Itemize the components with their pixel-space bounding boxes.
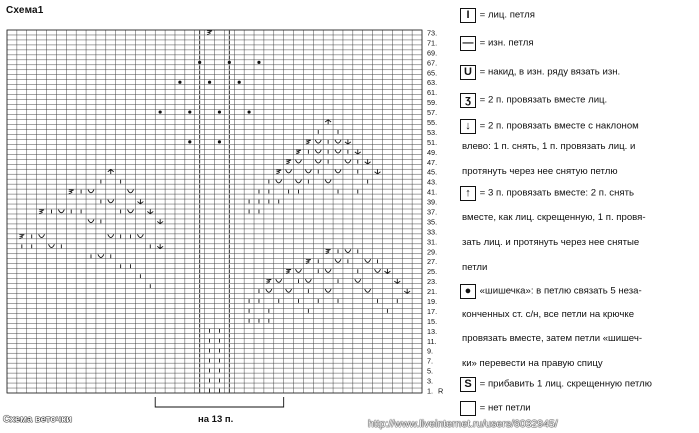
- knit-stitch-icon: I: [460, 8, 476, 23]
- legend-knit: [460, 8, 696, 23]
- legend-text: «шишечка»: в петлю связать 5 неза-: [479, 285, 642, 297]
- row-number: 5.: [427, 366, 434, 376]
- row-number: 17.: [427, 306, 438, 316]
- legend-text: влево: 1 п. снять, 1 п. провязать лиц. и: [462, 141, 636, 152]
- yarn-over-icon: U: [460, 65, 476, 80]
- legend-text: = накид, в изн. ряду вязать изн.: [479, 66, 621, 78]
- legend-text: = прибавить 1 лиц. скрещенную петлю: [479, 378, 652, 390]
- legend-text: конченных ст. с/н, все петли на крючке: [462, 309, 635, 320]
- legend-ssk: [460, 119, 696, 134]
- bobble-stitch: [159, 110, 162, 113]
- row-number: 33.: [427, 227, 438, 237]
- row-number: 11.: [427, 336, 437, 346]
- legend-bobble: [460, 284, 696, 299]
- bobble-stitch: [188, 140, 191, 143]
- row-number: 7.: [427, 356, 434, 366]
- row-number: 73.: [427, 28, 438, 38]
- bobble-icon: ●: [460, 284, 476, 299]
- row-number: 55.: [427, 117, 438, 127]
- row-number: 35.: [427, 217, 438, 227]
- row-number: 29.: [427, 247, 438, 257]
- row-number: 61.: [427, 88, 438, 98]
- s2kp-arrow-up-icon: ↑: [460, 186, 476, 201]
- legend-text: = лиц. петля: [479, 9, 535, 21]
- legend-text: петли: [462, 262, 488, 273]
- legend-text: ки» перевести на правую спицу: [462, 358, 603, 369]
- legend-text: = нет петли: [479, 402, 531, 414]
- row-number: 49.: [427, 147, 438, 157]
- row-number: 57.: [427, 108, 438, 118]
- no-stitch-icon: [460, 401, 476, 416]
- repeat-bracket: [155, 397, 283, 407]
- row-number: 3.: [427, 376, 434, 386]
- row-label-suffix: R: [438, 386, 444, 396]
- row-number: 39.: [427, 197, 438, 207]
- row-number: 43.: [427, 177, 438, 187]
- bobble-stitch: [208, 81, 211, 84]
- legend-increase: [460, 377, 696, 392]
- row-number: 69.: [427, 48, 438, 58]
- bobble-stitch: [257, 61, 260, 64]
- row-number: 67.: [427, 58, 438, 68]
- row-number: 45.: [427, 167, 438, 177]
- bobble-stitch: [228, 61, 231, 64]
- legend-purl: [460, 36, 696, 51]
- legend-text: = изн. петля: [479, 37, 534, 49]
- bobble-stitch: [218, 110, 221, 113]
- legend-text: = 2 п. провязать вместе с наклоном: [479, 120, 639, 132]
- legend-text: = 3 п. провязать вместе: 2 п. снять: [479, 187, 634, 199]
- legend-text: вместе, как лиц. скрещенную, 1 п. провя-: [462, 212, 646, 223]
- row-number: 27.: [427, 257, 438, 267]
- footer-label: Схема веточки: [3, 414, 72, 425]
- legend-text: протянуть через нее снятую петлю: [462, 166, 618, 177]
- bobble-stitch: [247, 110, 250, 113]
- bobble-stitch: [198, 61, 201, 64]
- row-number: 31.: [427, 237, 438, 247]
- row-number: 1.: [427, 386, 434, 396]
- legend-text: зать лиц. и протянуть через нее снятые: [462, 237, 640, 248]
- row-number: 71.: [427, 38, 438, 48]
- bobble-stitch: [178, 81, 181, 84]
- row-number: 41.: [427, 187, 438, 197]
- row-number: 65.: [427, 68, 438, 78]
- chart-title: Схема1: [6, 5, 44, 16]
- bobble-stitch: [218, 140, 221, 143]
- increase-icon: S: [460, 377, 476, 392]
- row-number: 13.: [427, 326, 438, 336]
- legend-no-stitch: [460, 401, 696, 416]
- legend-text: = 2 п. провязать вместе лиц.: [479, 94, 608, 106]
- watermark: http://www.liveinternet.ru/users/6032945/: [368, 418, 558, 430]
- ssk-arrow-down-icon: ↓: [460, 119, 476, 134]
- bobble-stitch: [188, 110, 191, 113]
- legend-s2kp: [460, 186, 696, 201]
- legend-text: провязать вместе, затем петли «шишеч-: [462, 333, 643, 344]
- legend-k2tog: [460, 93, 696, 108]
- row-number: 47.: [427, 157, 438, 167]
- row-number: 51.: [427, 137, 438, 147]
- row-number: 21.: [427, 287, 438, 297]
- row-number: 37.: [427, 207, 438, 217]
- legend-yarn-over: [460, 65, 696, 80]
- row-number: 25.: [427, 267, 438, 277]
- purl-stitch-icon: —: [460, 36, 476, 51]
- row-number: 9.: [427, 346, 434, 356]
- row-number: 15.: [427, 316, 438, 326]
- row-number: 59.: [427, 98, 438, 108]
- row-number: 23.: [427, 277, 438, 287]
- row-number: 19.: [427, 297, 438, 307]
- k2tog-icon: ʒ: [460, 93, 476, 108]
- repeat-span-label: на 13 п.: [198, 414, 234, 425]
- row-number: 53.: [427, 127, 438, 137]
- row-number: 63.: [427, 78, 438, 88]
- bobble-stitch: [238, 81, 241, 84]
